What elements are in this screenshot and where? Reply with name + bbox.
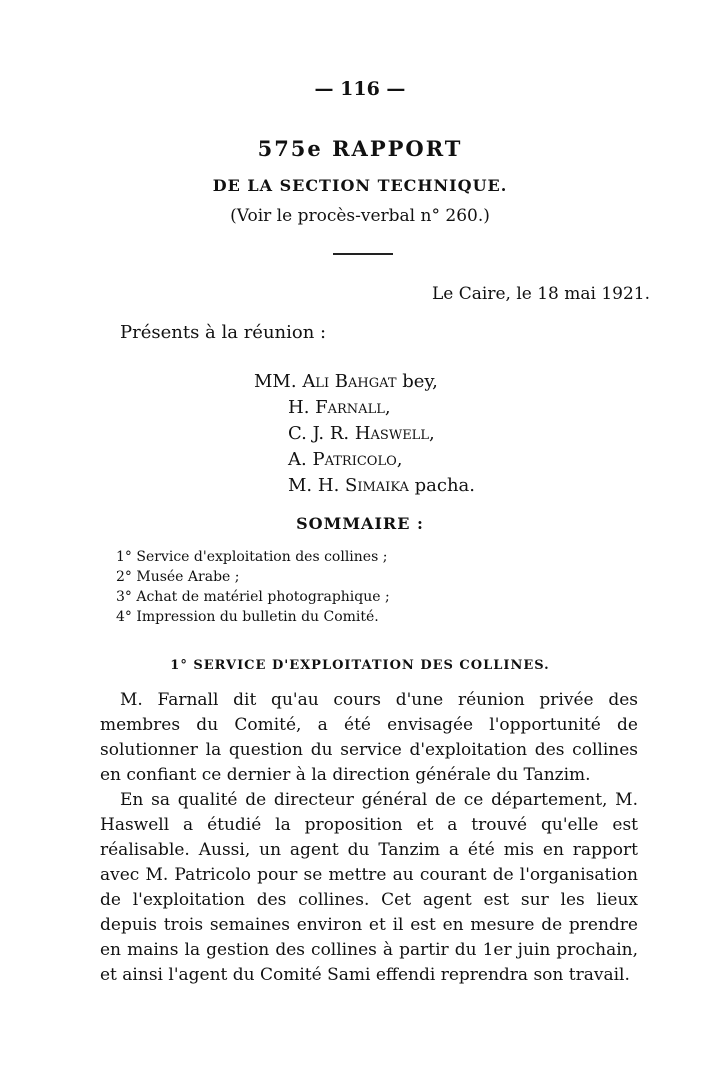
date-line: Le Caire, le 18 mai 1921. <box>432 284 651 304</box>
title-divider <box>333 253 393 255</box>
body-paragraph: M. Farnall dit qu'au cours d'une réunion privée des membres du Comité, a été envisagée l'opportunité de solutionner la question du service d'exploitation des collines en confiant ce dernier à la direction générale du Tanzim. <box>100 690 638 785</box>
member-prefix: M. H. <box>288 475 346 496</box>
member-prefix: C. J. R. <box>288 423 355 444</box>
summary-heading: SOMMAIRE : <box>296 514 424 533</box>
member-suffix: pacha. <box>408 475 475 496</box>
report-title: 575e RAPPORT <box>257 136 463 161</box>
presents-label: Présents à la réunion : <box>120 322 327 343</box>
member-suffix: , <box>396 449 403 470</box>
member-name: Patricolo <box>312 449 397 470</box>
member-prefix: A. <box>288 449 313 470</box>
page-number: — 116 — <box>314 78 406 100</box>
member-suffix: , <box>428 423 435 444</box>
report-subtitle: DE LA SECTION TECHNIQUE. <box>212 176 508 195</box>
summary-item: 3° Achat de matériel photographique ; <box>116 589 390 605</box>
member-name: Ali Bahgat <box>302 371 397 392</box>
summary-item: 2° Musée Arabe ; <box>116 569 240 585</box>
member-entry <box>254 447 475 473</box>
member-entry <box>254 369 475 395</box>
member-entry <box>254 421 475 447</box>
section-heading: 1° SERVICE D'EXPLOITATION DES COLLINES. <box>170 658 550 673</box>
member-suffix: bey, <box>396 371 438 392</box>
member-name: Haswell <box>354 423 429 444</box>
member-prefix: MM. <box>254 371 303 392</box>
member-name: Simaika <box>345 475 409 496</box>
members-list <box>254 369 475 499</box>
minutes-reference: (Voir le procès-verbal n° 260.) <box>230 206 490 226</box>
member-entry <box>254 395 475 421</box>
body-paragraph: En sa qualité de directeur général de ce département, M. Haswell a étudié la proposition et a trouvé qu'elle est réalisable. Aussi, un agent du Tanzim a été mis en rapport avec M. Patricolo pour se mettre au courant de l'organisation de l'exploitation des collines. Cet agent est sur les lieux depuis trois semaines environ et il est en mesure de prendre en mains la gestion des collines à partir du 1er juin prochain, et ainsi l'agent du Comité Sami effendi reprendra son travail. <box>100 790 638 985</box>
member-entry <box>254 473 475 499</box>
summary-item: 1° Service d'exploitation des collines ; <box>116 549 388 565</box>
member-prefix: H. <box>288 397 316 418</box>
summary-list <box>116 547 390 627</box>
summary-item: 4° Impression du bulletin du Comité. <box>116 609 379 625</box>
member-suffix: , <box>384 397 391 418</box>
member-name: Farnall <box>315 397 385 418</box>
